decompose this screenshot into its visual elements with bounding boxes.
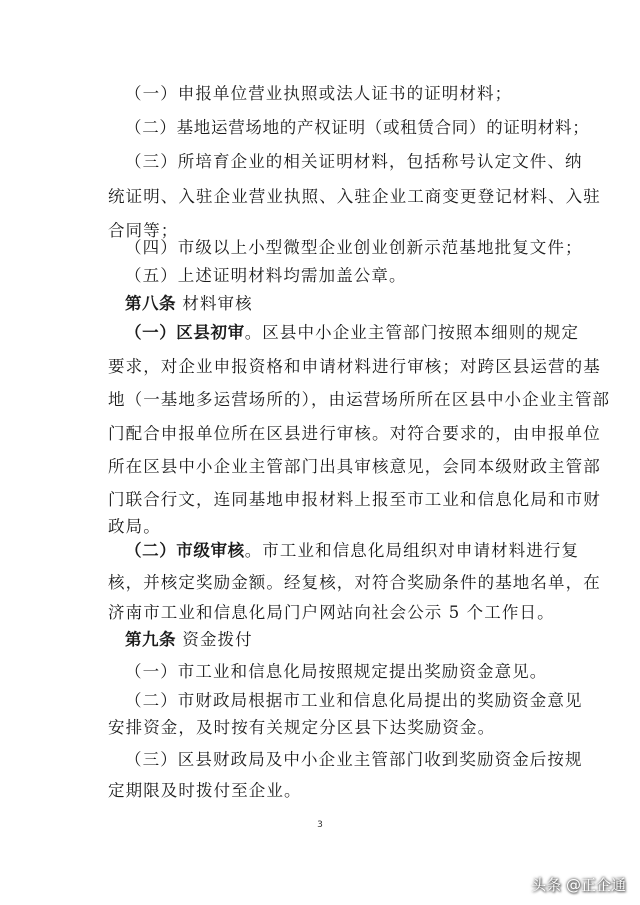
text-line: （一）区县初审。区县中小企业主管部门按照本细则的规定 [125,323,580,342]
text-line: 地（一基地多运营场所的），由运营场所所在区县中小企业主管部 [108,390,611,409]
article-title: 资金拨付 [176,630,253,649]
text-line: （一）市工业和信息化局按照规定提出奖励资金意见。 [125,662,548,681]
text-line: （三）区县财政局及中小企业主管部门收到奖励资金后按规 [125,750,583,769]
text-line: 门联合行文，连同基地申报材料上报至市工业和信息化局和市财 [108,490,601,509]
text-line: 统证明、入驻企业营业执照、入驻企业工商变更登记材料、入驻 [108,187,601,206]
page-number: 3 [317,820,323,830]
clause-label: （二）市级审核 [125,541,245,560]
clause-label: （一）区县初审 [125,323,245,342]
text-line: 定期限及时拨付至企业。 [108,781,302,800]
text-line: （五）上述证明材料均需加盖公章。 [125,266,407,285]
text-line: 要求，对企业申报资格和申请材料进行审核；对跨区县运营的基 [108,357,601,376]
text-line: 合同等； [108,221,179,240]
text-line: （三）所培育企业的相关证明材料，包括称号认定文件、纳 [125,152,583,171]
article-title: 材料审核 [176,294,253,313]
article-number: 第八条 [125,294,176,313]
article-heading [125,630,253,650]
watermark: 头条 @正企通 [531,876,626,894]
text-line: 核，并核定奖励金额。经复核，对符合奖励条件的基地名单，在 [108,573,601,592]
text-line: （四）市级以上小型微型企业创业创新示范基地批复文件； [125,238,583,257]
text-line: 政局。 [108,517,161,536]
text-line: 所在区县中小企业主管部门出具审核意见，会同本级财政主管部 [108,457,601,476]
text-line: 济南市工业和信息化局门户网站向社会公示 5 个工作日。 [108,603,555,622]
text-line: （二）市级审核。市工业和信息化局组织对申请材料进行复 [125,541,580,560]
text-line: 安排资金，及时按有关规定分区县下达奖励资金。 [108,718,496,737]
text-line: （二）市财政局根据市工业和信息化局提出的奖励资金意见 [125,691,583,710]
article-heading [125,294,253,314]
text-line: 门配合申报单位所在区县进行审核。对符合要求的，由申报单位 [108,424,601,443]
article-number: 第九条 [125,630,176,649]
text-line: （一）申报单位营业执照或法人证书的证明材料； [125,84,513,103]
text-line: （二）基地运营场地的产权证明（或租赁合同）的证明材料； [125,118,590,137]
